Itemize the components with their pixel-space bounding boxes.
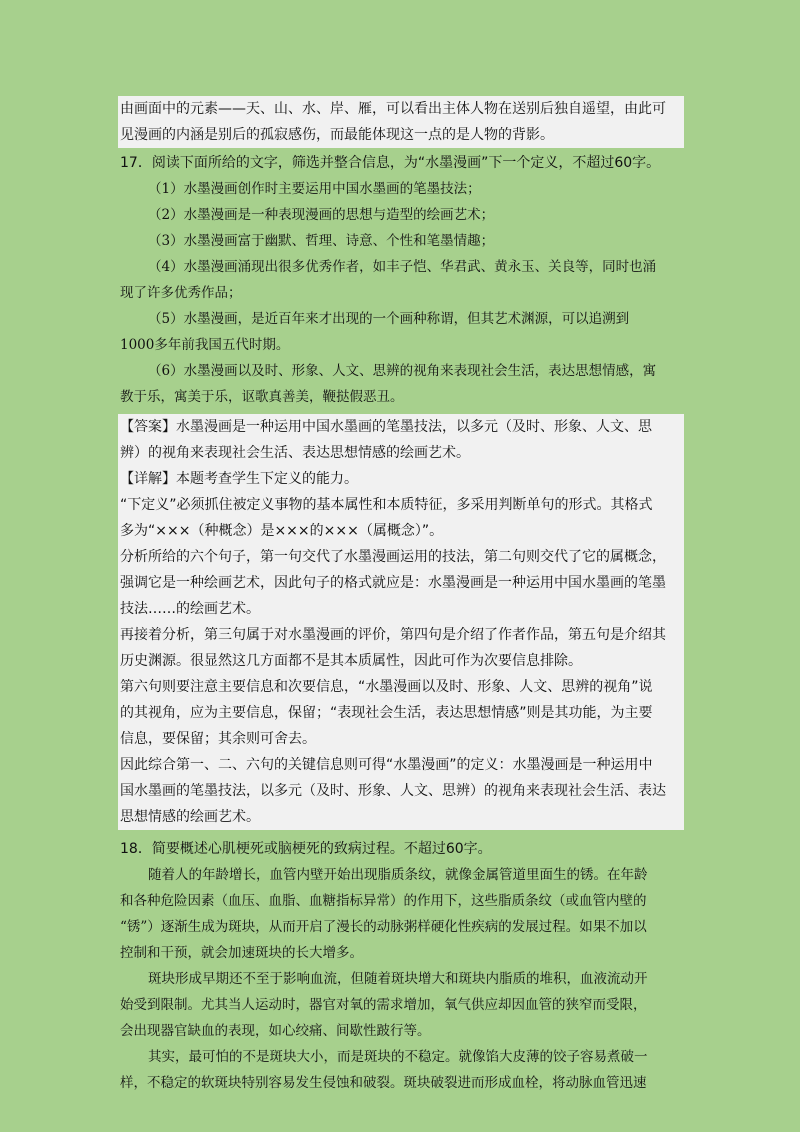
q18-passage — [120, 862, 680, 1096]
detail-line: 思想情感的绘画艺术。 — [120, 809, 260, 825]
list-item: （3）水墨漫画富于幽默、哲理、诗意、个性和笔墨情趣； — [148, 233, 495, 249]
detail-line: 国水墨画的笔墨技法，以多元（及时、形象、人文、思辨）的视角来表现社会生活、表达 — [120, 783, 666, 799]
list-item-continuation: 1000多年前我国五代时期。 — [120, 337, 290, 353]
list-item: （2）水墨漫画是一种表现漫画的思想与造型的绘画艺术； — [148, 207, 495, 223]
paragraph-line: 和各种危险因素（血压、血脂、血糖指标异常）的作用下，这些脂质条纹（或血管内壁的 — [120, 893, 647, 909]
list-item-continuation: 现了许多优秀作品； — [120, 285, 242, 301]
q17-items — [120, 176, 680, 410]
paragraph-line: 始受到限制。尤其当人运动时，器官对氧的需求增加，氧气供应却因血管的狭窄而受限， — [120, 997, 647, 1013]
q17-answer-block — [118, 414, 684, 830]
detail-line: 第六句则要注意主要信息和次要信息，“水墨漫画以及时、形象、人文、思辨的视角”说 — [120, 679, 653, 695]
detail-line: 分析所给的六个句子，第一句交代了水墨漫画运用的技法，第二句则交代了它的属概念， — [120, 549, 666, 565]
question-17: 17．阅读下面所给的文字，筛选并整合信息，为“水墨漫画”下一个定义，不超过60字。 — [120, 155, 661, 171]
list-item: （5）水墨漫画，是近百年来才出现的一个画种称谓，但其艺术渊源，可以追溯到 — [148, 311, 630, 327]
detail-line: 历史渊源。很显然这几方面都不是其本质属性，因此可作为次要信息排除。 — [120, 653, 582, 669]
detail-line: “下定义”必须抓住被定义事物的基本属性和本质特征，多采用判断单句的形式。其格式 — [120, 497, 653, 513]
paragraph-line: 样，不稳定的软斑块特别容易发生侵蚀和破裂。斑块破裂进而形成血栓，将动脉血管迅速 — [120, 1075, 647, 1091]
paragraph-line: 随着人的年龄增长，血管内壁开始出现脂质条纹，就像金属管道里面生的锈。在年龄 — [148, 867, 648, 883]
list-item-continuation: 教于乐，寓美于乐，讴歌真善美，鞭挞假恶丑。 — [120, 389, 404, 405]
answer-line: 辨）的视角来表现社会生活、表达思想情感的绘画艺术。 — [120, 445, 470, 461]
detail-line: 信息，要保留；其余则可舍去。 — [120, 731, 316, 747]
list-item: （1）水墨漫画创作时主要运用中国水墨画的笔墨技法； — [148, 181, 481, 197]
paragraph-line: “锈”）逐渐生成为斑块，从而开启了漫长的动脉粥样硬化性疾病的发展过程。如果不加以 — [120, 919, 647, 935]
paragraph-line: 控制和干预，就会加速斑块的长大增多。 — [120, 945, 363, 961]
previous-answer-block — [118, 96, 684, 148]
paragraph-line: 斑块形成早期还不至于影响血流，但随着斑块增大和斑块内脂质的堆积，血液流动开 — [148, 971, 648, 987]
detail-line: 的其视角，应为主要信息，保留；“表现社会生活，表达思想情感”则是其功能，为主要 — [120, 705, 653, 721]
paragraph-line: 会出现器官缺血的表现，如心绞痛、间歇性跛行等。 — [120, 1023, 431, 1039]
question-18: 18．简要概述心肌梗死或脑梗死的致病过程。不超过60字。 — [120, 841, 492, 857]
answer-line: 见漫画的内涵是别后的孤寂感伤，而最能体现这一点的是人物的背影。 — [120, 127, 554, 143]
detail-line: 再接着分析，第三句属于对水墨漫画的评价，第四句是介绍了作者作品，第五句是介绍其 — [120, 627, 666, 643]
list-item: （4）水墨漫画涌现出很多优秀作者，如丰子恺、华君武、黄永玉、关良等，同时也涌 — [148, 259, 657, 275]
answer-line: 【答案】水墨漫画是一种运用中国水墨画的笔墨技法，以多元（及时、形象、人文、思 — [120, 419, 652, 435]
detail-line: 因此综合第一、二、六句的关键信息则可得“水墨漫画”的定义：水墨漫画是一种运用中 — [120, 757, 653, 773]
document-page — [120, 96, 680, 1096]
detail-line: 强调它是一种绘画艺术，因此句子的格式就应是：水墨漫画是一种运用中国水墨画的笔墨 — [120, 575, 666, 591]
list-item: （6）水墨漫画以及时、形象、人文、思辨的视角来表现社会生活，表达思想情感，寓 — [148, 363, 657, 379]
detail-line: 多为“×××（种概念）是×××的×××（属概念）”。 — [120, 523, 444, 539]
paragraph-line: 其实，最可怕的不是斑块大小，而是斑块的不稳定。就像馅大皮薄的饺子容易煮破一 — [148, 1049, 648, 1065]
detail-line: 【详解】本题考查学生下定义的能力。 — [120, 471, 358, 487]
answer-line: 由画面中的元素——天、山、水、岸、雁，可以看出主体人物在送别后独自遥望，由此可 — [120, 101, 666, 117]
detail-line: 技法……的绘画艺术。 — [120, 601, 260, 617]
